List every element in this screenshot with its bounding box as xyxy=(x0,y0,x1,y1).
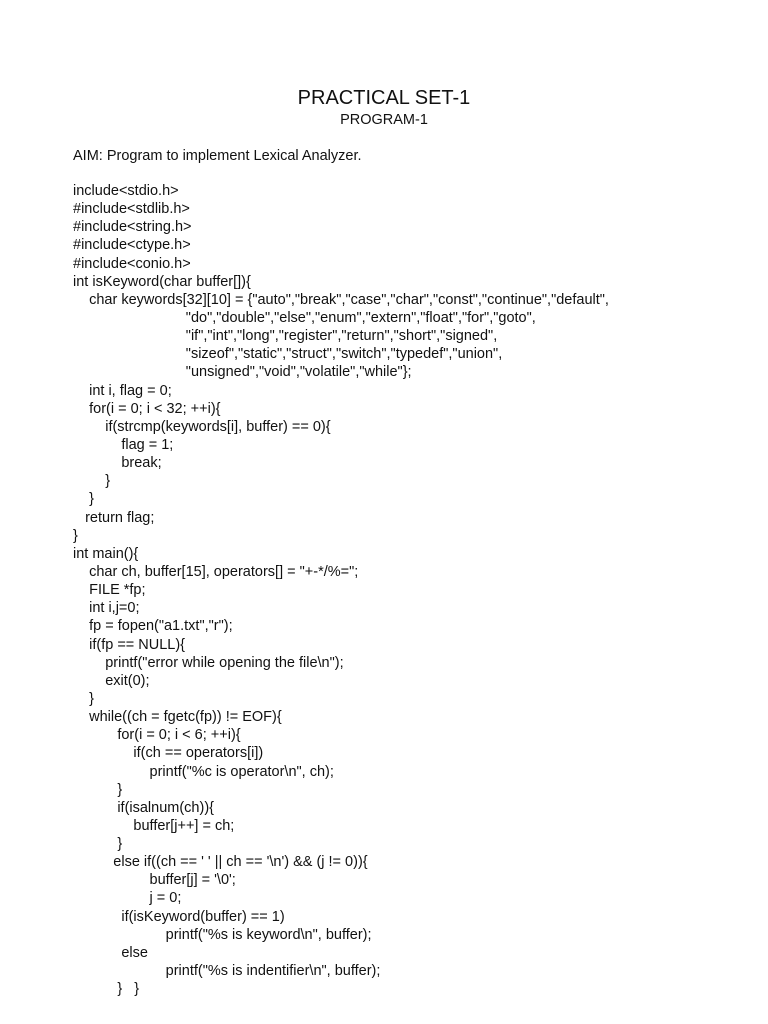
code-line: } xyxy=(73,473,111,490)
code-line: #include<string.h> xyxy=(73,219,192,236)
code-line: fp = fopen("a1.txt","r"); xyxy=(73,618,233,635)
code-line: if(fp == NULL){ xyxy=(73,636,186,653)
code-line: int isKeyword(char buffer[]){ xyxy=(73,273,251,290)
aim-statement: AIM: Program to implement Lexical Analyzer. xyxy=(73,148,362,164)
code-line: exit(0); xyxy=(73,672,150,689)
code-line: "sizeof","static","struct","switch","typedef","union", xyxy=(73,346,503,363)
code-line: else if((ch == ' ' || ch == '\n') && (j != 0)){ xyxy=(73,854,368,871)
code-line: else xyxy=(73,944,148,961)
code-line: #include<ctype.h> xyxy=(73,237,191,254)
code-line: for(i = 0; i < 6; ++i){ xyxy=(73,727,241,744)
code-line: if(ch == operators[i]) xyxy=(73,745,264,762)
code-line: flag = 1; xyxy=(73,436,174,453)
code-listing xyxy=(73,182,609,998)
code-line: buffer[j++] = ch; xyxy=(73,817,235,834)
code-line: break; xyxy=(73,455,162,472)
code-line: printf("error while opening the file\n"); xyxy=(73,654,344,671)
code-line: return flag; xyxy=(73,509,155,526)
code-line: #include<conio.h> xyxy=(73,255,191,272)
code-line: include<stdio.h> xyxy=(73,183,179,199)
code-line: if(isalnum(ch)){ xyxy=(73,799,214,816)
code-line: } xyxy=(73,836,123,853)
code-line: int main(){ xyxy=(73,545,139,562)
code-line: } } xyxy=(73,981,140,998)
code-line: while((ch = fgetc(fp)) != EOF){ xyxy=(73,709,282,726)
code-line: printf("%s is keyword\n", buffer); xyxy=(73,926,372,943)
code-line: printf("%c is operator\n", ch); xyxy=(73,763,334,780)
code-line: #include<stdlib.h> xyxy=(73,201,190,218)
code-line: int i, flag = 0; xyxy=(73,382,172,399)
code-line: "unsigned","void","volatile","while"}; xyxy=(73,364,412,381)
code-line: j = 0; xyxy=(73,890,182,907)
code-line: "if","int","long","register","return","short","signed", xyxy=(73,328,498,345)
code-line: char keywords[32][10] = {"auto","break","case","char","const","continue","default", xyxy=(73,291,609,308)
code-line: for(i = 0; i < 32; ++i){ xyxy=(73,400,221,417)
code-line: printf("%s is indentifier\n", buffer); xyxy=(73,963,381,980)
code-line: } xyxy=(73,690,94,707)
code-line: if(strcmp(keywords[i], buffer) == 0){ xyxy=(73,418,331,435)
code-line: } xyxy=(73,781,123,798)
code-line: buffer[j] = '\0'; xyxy=(73,872,236,889)
code-line: } xyxy=(73,527,78,544)
program-subtitle: PROGRAM-1 xyxy=(340,112,428,128)
page-title: PRACTICAL SET-1 xyxy=(297,87,471,109)
code-line: if(isKeyword(buffer) == 1) xyxy=(73,908,285,925)
code-line: FILE *fp; xyxy=(73,582,146,599)
code-line: char ch, buffer[15], operators[] = "+-*/%="; xyxy=(73,563,359,580)
code-line: "do","double","else","enum","extern","float","for","goto", xyxy=(73,309,536,326)
code-line: int i,j=0; xyxy=(73,600,140,617)
code-line: } xyxy=(73,491,94,508)
